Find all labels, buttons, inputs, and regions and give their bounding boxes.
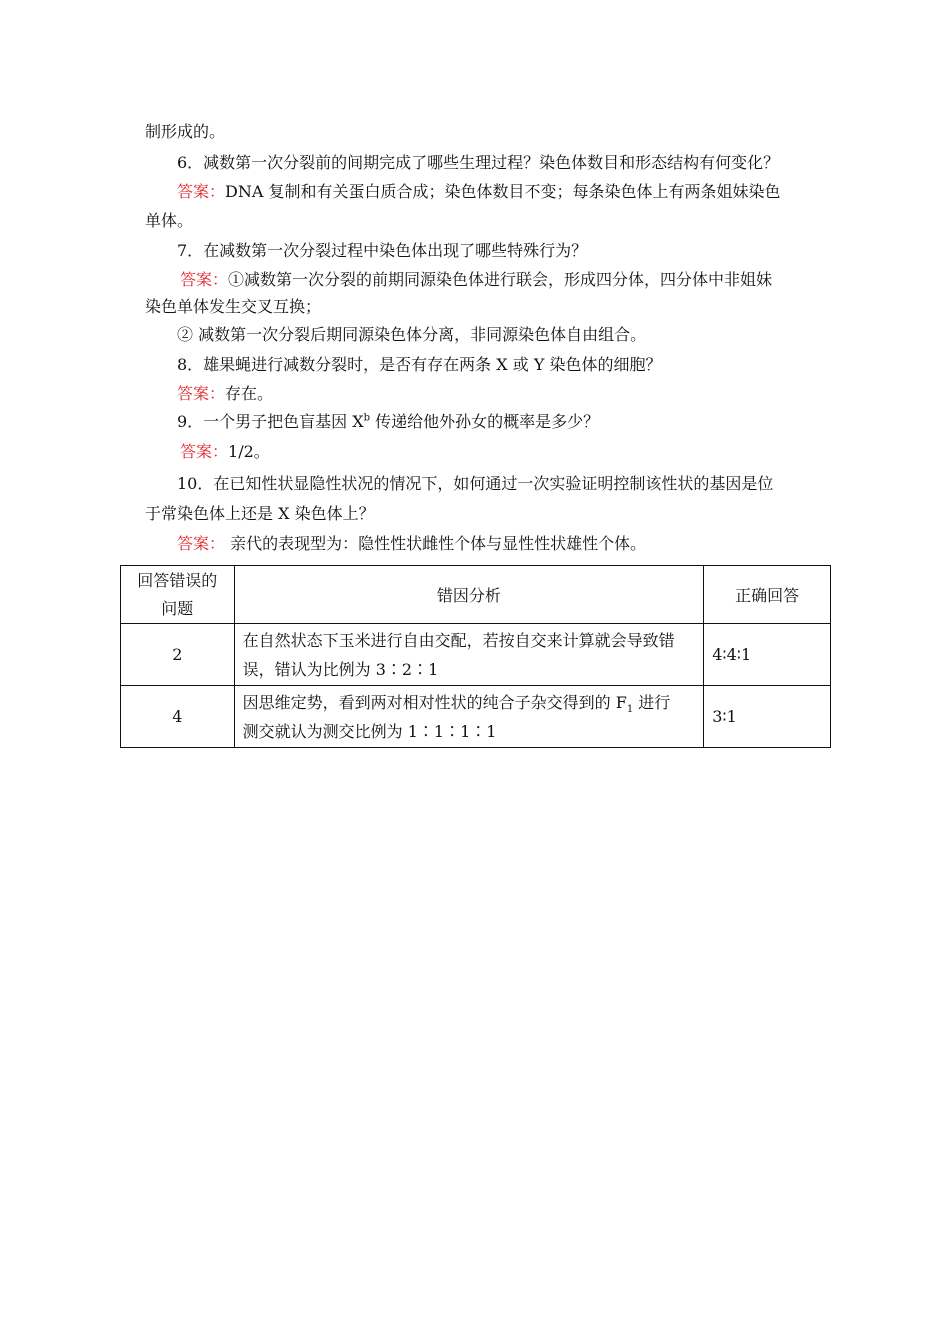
answer-8-text: 存在。 [225, 384, 274, 403]
answer-value: 3∶1 [712, 707, 737, 726]
question-9-text: 9．一个男子把色盲基因 X [177, 412, 364, 431]
table-header-row [121, 566, 831, 624]
reason-line2: 误，错认为比例为 3∶2∶1 [242, 659, 439, 679]
answer-6-cont: 单体。 [145, 211, 194, 230]
header-cell-question [121, 566, 235, 624]
error-analysis-table [120, 565, 831, 748]
answer-8 [177, 383, 273, 405]
answer-10-text: 亲代的表现型为：隐性性状雌性个体与显性性状雄性个体。 [225, 534, 647, 553]
answer-label: 答案： [180, 270, 229, 289]
header-question-line1: 回答错误的 [137, 570, 218, 590]
table-row [121, 624, 831, 686]
answer-value: 4∶4∶1 [712, 645, 752, 664]
reason-line1-text: 因思维定势，看到两对相对性状的纯合子杂交得到的 F [242, 692, 627, 712]
reason-line1: 在自然状态下玉米进行自由交配，若按自交来计算就会导致错 [242, 630, 675, 650]
question-10: 10．在已知性状显隐性状况的情况下，如何通过一次实验证明控制该性状的基因是位 [177, 474, 774, 493]
answer-10 [177, 533, 646, 555]
answer-7-text: ①减数第一次分裂的前期同源染色体进行联会，形成四分体，四分体中非姐妹 [228, 270, 773, 289]
answer-7-part2: ② 减数第一次分裂后期同源染色体分离，非同源染色体自由组合。 [177, 325, 647, 344]
answer-label: 答案： [177, 384, 226, 403]
reason-line1 [243, 688, 696, 717]
answer-7-cont: 染色单体发生交叉互换； [145, 297, 322, 316]
answer-9 [180, 441, 270, 463]
question-7: 7．在减数第一次分裂过程中染色体出现了哪些特殊行为？ [177, 241, 588, 260]
row-answer [704, 624, 831, 686]
question-10-cont: 于常染色体上还是 X 染色体上？ [145, 504, 375, 523]
answer-9-text: 1/2。 [228, 442, 270, 461]
answer-label: 答案： [177, 534, 226, 553]
paragraph-continuation: 制形成的。 [145, 122, 226, 141]
table-row [121, 686, 831, 748]
reason-line2: 测交就认为测交比例为 1∶1∶1∶1 [242, 721, 497, 741]
reason-line1-end: 进行 [633, 692, 671, 712]
subscript-1: 1 [626, 703, 634, 715]
row-question-number: 2 [121, 624, 235, 686]
answer-6 [177, 181, 781, 203]
row-reason [234, 686, 704, 748]
superscript-b: b [363, 412, 371, 424]
row-reason [234, 624, 704, 686]
answer-7 [180, 269, 772, 291]
answer-label: 答案： [177, 182, 226, 201]
question-8: 8．雄果蝇进行减数分裂时，是否有存在两条 X 或 Y 染色体的细胞？ [177, 355, 662, 374]
question-6: 6．减数第一次分裂前的间期完成了哪些生理过程？染色体数目和形态结构有何变化？ [177, 153, 780, 172]
row-question-number: 4 [121, 686, 235, 748]
header-cell-reason: 错因分析 [234, 566, 704, 624]
row-answer [704, 686, 831, 748]
answer-6-text: DNA 复制和有关蛋白质合成；染色体数目不变；每条染色体上有两条姐妹染色 [225, 182, 781, 201]
question-9-text-end: 传递给他外孙女的概率是多少？ [370, 412, 600, 431]
header-cell-answer: 正确回答 [704, 566, 831, 624]
header-question-line2: 问题 [161, 598, 194, 618]
question-9 [177, 411, 599, 433]
answer-label: 答案： [180, 442, 229, 461]
